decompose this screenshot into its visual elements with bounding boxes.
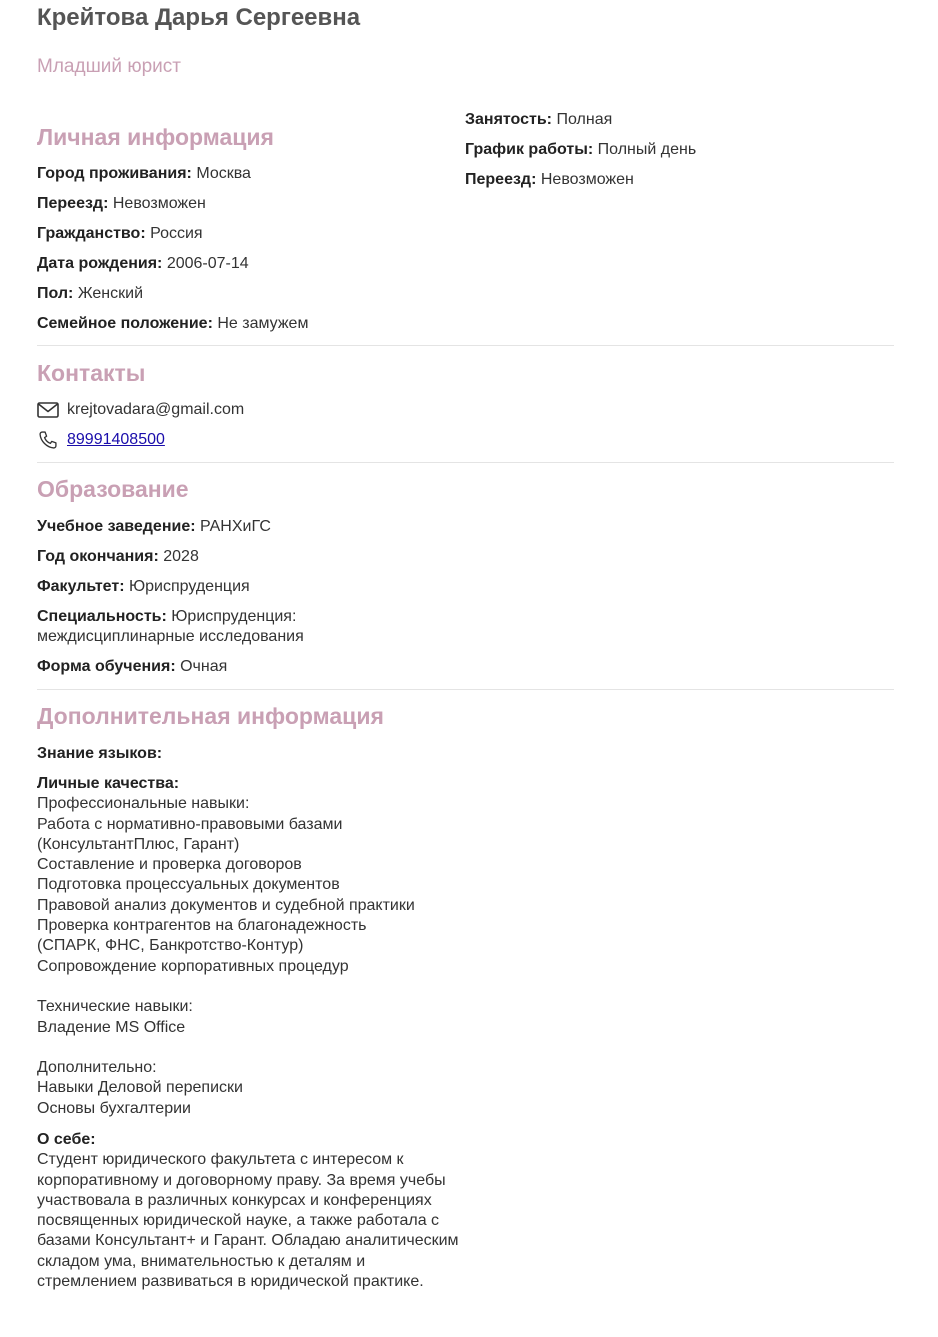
- field-label: Форма обучения:: [37, 658, 176, 675]
- email-address[interactable]: krejtovadara@gmail.com: [67, 401, 245, 418]
- section-divider: [37, 689, 894, 690]
- section-divider: [37, 462, 894, 463]
- field-value: Полный день: [597, 141, 697, 158]
- field-value: Невозможен: [540, 171, 634, 188]
- field-value: Россия: [150, 225, 203, 242]
- section-title-additional: Дополнительная информация: [37, 703, 384, 729]
- field-label: Занятость:: [465, 111, 553, 128]
- about-label: О себе:: [37, 1131, 96, 1148]
- section-title-personal: Личная информация: [37, 124, 274, 150]
- field-label: Переезд:: [465, 171, 537, 188]
- employment-schedule: [465, 140, 696, 160]
- field-label: Переезд:: [37, 195, 109, 212]
- field-label: Пол:: [37, 285, 74, 302]
- personal-relocation: [37, 194, 206, 214]
- field-value: Очная: [180, 658, 228, 675]
- employment-relocation: [465, 170, 634, 190]
- field-value: РАНХиГС: [200, 518, 271, 535]
- personal-marital-status: [37, 314, 308, 334]
- about-me: [37, 1130, 467, 1292]
- field-label: Знание языков:: [37, 745, 163, 762]
- field-label: Факультет:: [37, 578, 125, 595]
- envelope-icon: [37, 399, 59, 421]
- field-value: Москва: [196, 165, 251, 182]
- field-label: График работы:: [465, 141, 594, 158]
- field-label: Учебное заведение:: [37, 518, 196, 535]
- phone-link[interactable]: 89991408500: [67, 431, 165, 448]
- section-divider: [37, 345, 894, 346]
- field-value: 2006-07-14: [166, 255, 249, 272]
- field-value: Полная: [556, 111, 613, 128]
- languages-field: [37, 744, 162, 764]
- field-label: Год окончания:: [37, 548, 159, 565]
- candidate-position: Младший юрист: [37, 56, 181, 77]
- employment-type: [465, 110, 612, 130]
- contact-email: [37, 399, 244, 421]
- personal-citizenship: [37, 224, 203, 244]
- personal-birth-date: [37, 254, 249, 274]
- field-label: Город проживания:: [37, 165, 192, 182]
- field-label: Специальность:: [37, 608, 167, 625]
- education-graduation-year: [37, 547, 199, 567]
- field-value: Юриспруденция: междисциплинарные исследования: [37, 608, 304, 645]
- education-specialty: [37, 607, 304, 647]
- personal-gender: [37, 284, 143, 304]
- candidate-name: Крейтова Дарья Сергеевна: [37, 4, 361, 31]
- contact-phone: [37, 429, 165, 451]
- field-value: Невозможен: [112, 195, 206, 212]
- field-value: Юриспруденция: [128, 578, 250, 595]
- personal-city: [37, 164, 251, 184]
- qualities-label: Личные качества:: [37, 775, 180, 792]
- field-value: 2028: [163, 548, 199, 565]
- field-label: Гражданство:: [37, 225, 146, 242]
- field-value: Женский: [77, 285, 144, 302]
- phone-icon: [37, 429, 59, 451]
- section-title-education: Образование: [37, 476, 189, 502]
- section-title-contacts: Контакты: [37, 360, 146, 386]
- about-text: Студент юридического факультета с интересом к корпоративному и договорному праву. За время учебы участвовала в различных конкурсах и конференциях посвященных юридической науке, а также работала с базами Консультант+ и Гарант. Обладаю аналитическим складом ума, внимательностью к деталям и стремлением развиваться в юридической практике.: [37, 1151, 459, 1291]
- field-label: Дата рождения:: [37, 255, 163, 272]
- personal-qualities: [37, 774, 467, 1119]
- qualities-text: Профессиональные навыки: Работа с нормативно-правовыми базами (КонсультантПлюс, Гарант) Составление и проверка договоров Подготовка процессуальных документов Правовой анализ документов и судебной практики Проверка контрагентов на благонадежность (СПАРК, ФНС, Банкротство-Контур) Сопровождение корпоративных процедур Технические навыки: Владение MS Office Дополнительно: Навыки Деловой переписки Основы бухгалтерии: [37, 795, 415, 1117]
- field-label: Семейное положение:: [37, 315, 213, 332]
- education-study-form: [37, 657, 227, 677]
- education-institution: [37, 517, 271, 537]
- education-faculty: [37, 577, 250, 597]
- field-value: Не замужем: [217, 315, 309, 332]
